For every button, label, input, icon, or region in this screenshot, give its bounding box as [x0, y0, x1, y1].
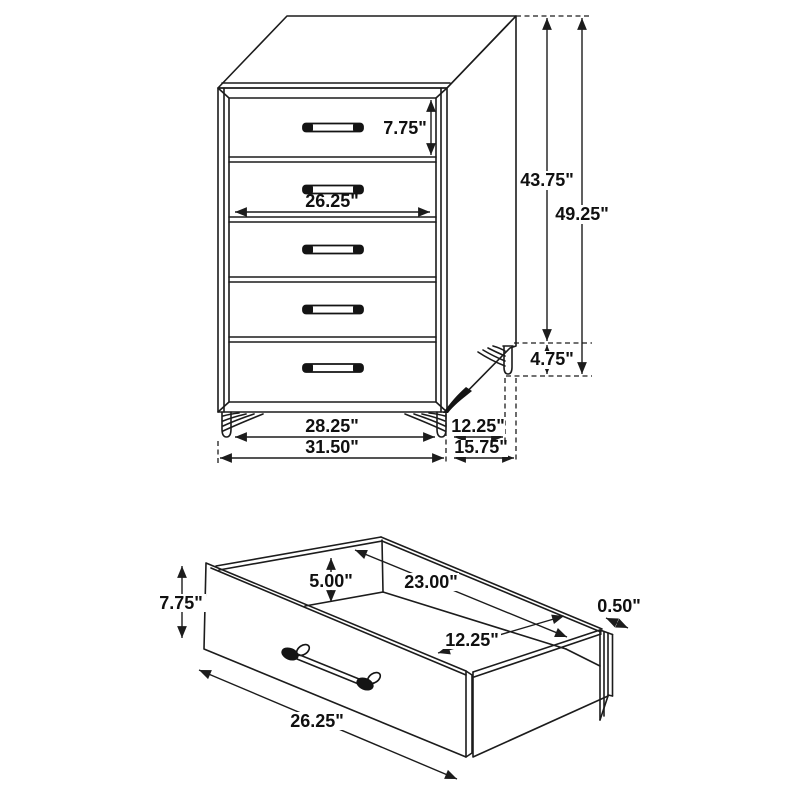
drawer-back-left-corner — [382, 540, 383, 592]
drawer-handle — [303, 306, 363, 314]
drawer-figure — [156, 537, 641, 779]
label-inner-depth: 12.25" — [445, 630, 499, 650]
label-overall-height: 49.25" — [555, 204, 609, 224]
label-front-height: 7.75" — [159, 593, 203, 613]
label-leg-inset-depth: 12.25" — [451, 416, 505, 436]
chest-dimension-labels — [305, 118, 609, 457]
chest-drawer-handles — [303, 124, 363, 373]
label-overall-depth: 15.75" — [454, 437, 508, 457]
chest-top-face — [218, 16, 516, 88]
drawer-handle — [303, 124, 363, 132]
chest-figure — [218, 16, 610, 463]
chest-side-face — [447, 16, 516, 412]
label-case-height: 43.75" — [520, 170, 574, 190]
drawer-floor-right-edge — [566, 649, 600, 666]
label-front-width: 26.25" — [290, 711, 344, 731]
drawer-handle — [279, 642, 382, 693]
handle-end-cap — [279, 645, 300, 663]
chest-dimension-lines — [220, 18, 582, 458]
drawer-left-wall-bottom — [305, 592, 383, 606]
label-inner-width: 28.25" — [305, 416, 359, 436]
label-inner-width: 23.00" — [404, 572, 458, 592]
drawer-handle — [303, 364, 363, 372]
front-left-leg — [222, 412, 263, 437]
label-inner-height: 5.00" — [309, 571, 353, 591]
label-drawer-front-height: 7.75" — [383, 118, 427, 138]
label-panel-thickness: 0.50" — [597, 596, 641, 616]
label-leg-height: 4.75" — [530, 349, 574, 369]
label-overall-width: 31.50" — [305, 437, 359, 457]
drawer-left-wall-top — [216, 537, 382, 570]
handle-bar — [290, 651, 366, 687]
label-drawer-front-width: 26.25" — [305, 191, 359, 211]
dim-line-panel-thickness — [606, 618, 628, 628]
drawer-handle — [303, 246, 363, 254]
